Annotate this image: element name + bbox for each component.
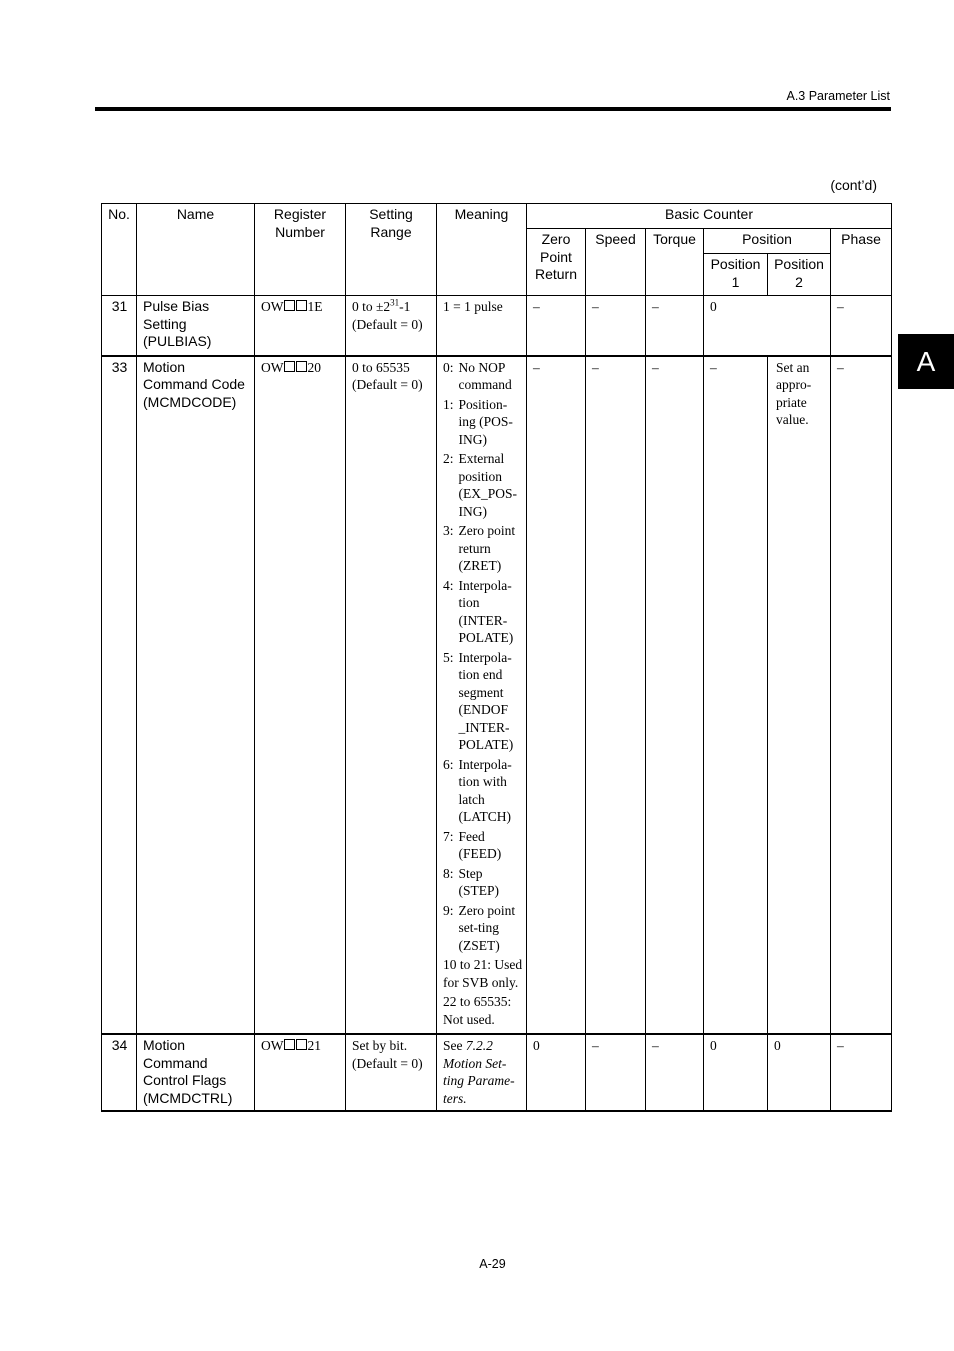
torque-value: – [646,1034,704,1111]
position-1-value: 0 [704,1034,768,1111]
meaning-item: 5: Interpola-tion end segment (ENDOF _INTER-POLATE) [443,649,514,752]
register-number: OW 1E [255,296,346,356]
header-torque: Torque [646,229,704,296]
header-zero-point-return: Zero Point Return [527,229,586,296]
row-number: 34 [102,1034,137,1111]
header-position-1: Position 1 [704,254,768,296]
row-number: 33 [102,356,137,1035]
parameter-name: Motion Command Code (MCMDCODE) [137,356,255,1035]
register-number: OW 20 [255,356,346,1035]
register-placeholder-box-icon [284,361,295,372]
row-number: 31 [102,296,137,356]
meaning-item: 8: Step (STEP) [443,865,500,898]
cross-reference-link: 7.2.2 Motion Set-ting Parame-ters. [443,1038,515,1106]
header-meaning: Meaning [437,204,527,296]
header-rule [95,107,891,111]
zero-point-return-value: – [527,296,586,356]
header-register-number: Register Number [255,204,346,296]
register-placeholder-box-icon [296,300,307,311]
parameter-name: Motion Command Control Flags (MCMDCTRL) [137,1034,255,1111]
continued-label: (cont’d) [830,177,877,193]
zero-point-return-value: – [527,356,586,1035]
phase-value: – [831,296,892,356]
header-no: No. [102,204,137,296]
meaning-item: 4: Interpola-tion (INTER-POLATE) [443,577,514,645]
position-2-value: 0 [768,1034,831,1111]
position-1-value: – [704,356,768,1035]
register-placeholder-box-icon [284,1039,295,1050]
section-title: A.3 Parameter List [786,89,890,103]
table-row [102,296,892,356]
setting-range: Set by bit. (Default = 0) [346,1034,437,1111]
speed-value: – [586,1034,646,1111]
position-value: 0 [704,296,831,356]
header-position: Position [704,229,831,254]
meaning-note: 10 to 21: Used for SVB only. [443,957,523,990]
zero-point-return-value: 0 [527,1034,586,1111]
meaning-item: 0: No NOP command [443,359,512,392]
speed-value: – [586,356,646,1035]
meaning-item: 1: Position-ing (POS-ING) [443,396,513,447]
parameter-name: Pulse Bias Setting (PULBIAS) [137,296,255,356]
header-position-2: Position 2 [768,254,831,296]
torque-value: – [646,356,704,1035]
meaning-item: 9: Zero point set-ting (ZSET) [443,902,516,953]
table-row [102,1034,892,1111]
position-2-value: Set an appro-priate value. [768,356,831,1035]
table-row [102,356,892,1035]
meaning-item: 2: External position (EX_POS-ING) [443,451,518,519]
parameter-table [101,203,892,1112]
meaning-item: 7: Feed (FEED) [443,828,502,861]
header-speed: Speed [586,229,646,296]
meaning-note: 22 to 65535: Not used. [443,994,512,1027]
register-placeholder-box-icon [296,361,307,372]
phase-value: – [831,356,892,1035]
meaning [437,356,527,1035]
torque-value: – [646,296,704,356]
meaning: See 7.2.2 Motion Set-ting Parame-ters. [437,1034,527,1111]
section-tab-marker: A [898,334,954,389]
speed-value: – [586,296,646,356]
setting-range: 0 to $\pm 2^{31}-1$ (Default = 0) [346,296,437,356]
register-number: OW 21 [255,1034,346,1111]
meaning-item: 3: Zero point return (ZRET) [443,523,516,573]
meaning-item: 6: Interpola-tion with latch (LATCH) [443,756,512,824]
meaning: 1 = 1 pulse [437,296,527,356]
header-name: Name [137,204,255,296]
register-placeholder-box-icon [284,300,295,311]
header-setting-range: Setting Range [346,204,437,296]
phase-value: – [831,1034,892,1111]
setting-range: 0 to 65535 (Default = 0) [346,356,437,1035]
header-basic-counter: Basic Counter [527,204,892,229]
header-phase: Phase [831,229,892,296]
register-placeholder-box-icon [296,1039,307,1050]
page-number: A-29 [479,1257,506,1271]
